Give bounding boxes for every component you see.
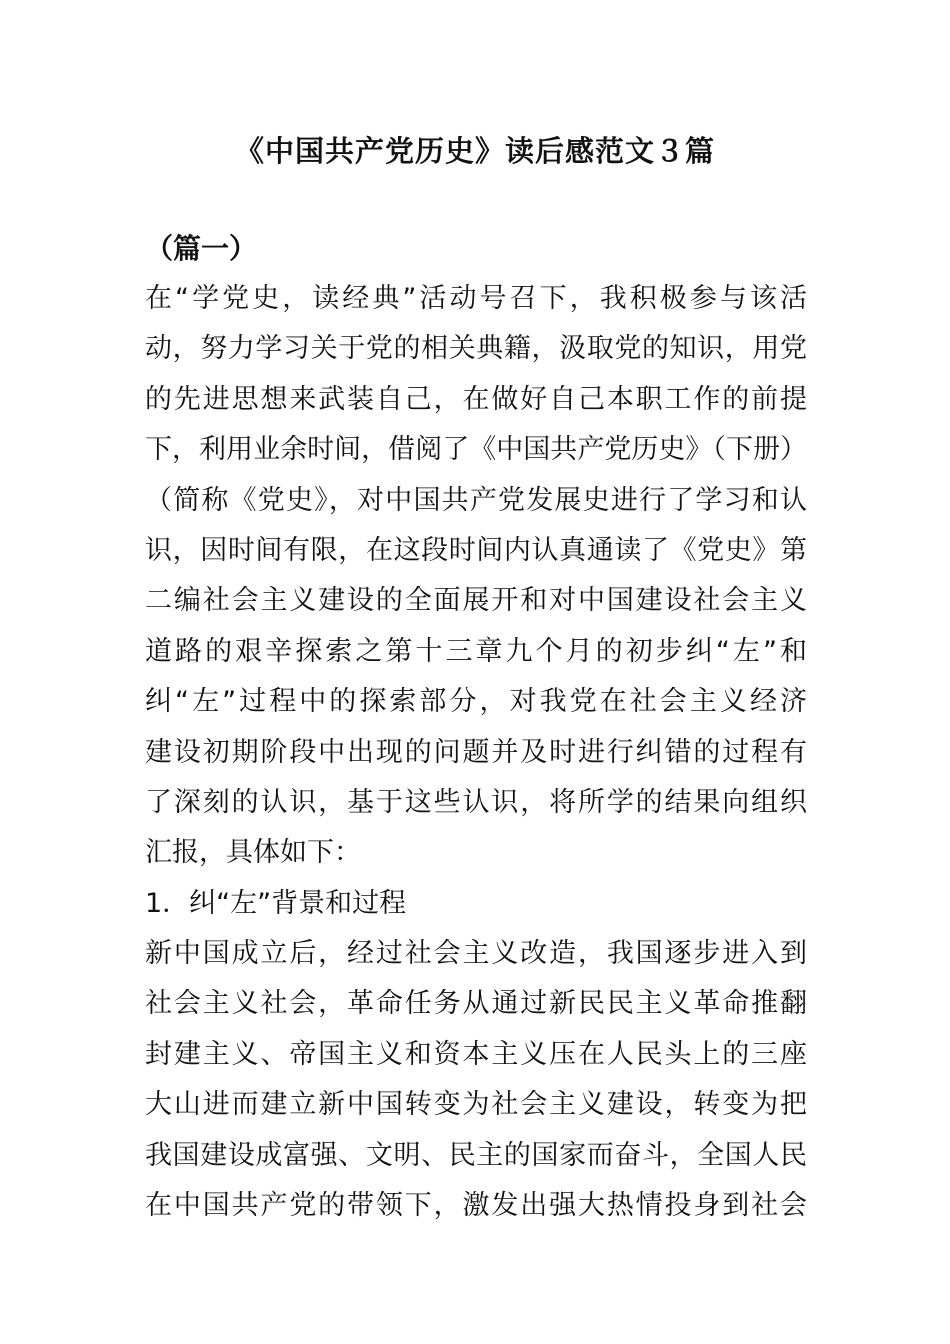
body-text bbox=[145, 274, 807, 1231]
body-line: 建设初期阶段中出现的问题并及时进行纠错的过程有 bbox=[145, 736, 807, 768]
body-line: 我国建设成富强、文明、民主的国家而奋斗，全国人民 bbox=[145, 1139, 807, 1171]
body-line: 动，努力学习关于党的相关典籍，汲取党的知识，用党 bbox=[145, 333, 807, 365]
body-line: 在“学党史，读经典”活动号召下，我积极参与该活 bbox=[145, 283, 807, 314]
body-line: 二编社会主义建设的全面展开和对中国建设社会主义 bbox=[145, 585, 807, 617]
body-line: 道路的艰辛探索之第十三章九个月的初步纠“左”和 bbox=[145, 635, 807, 667]
body-line: （简称《党史》，对中国共产党发展史进行了学习和认 bbox=[145, 484, 807, 516]
body-line: 的先进思想来武装自己，在做好自己本职工作的前提 bbox=[145, 383, 807, 415]
body-line: 新中国成立后，经过社会主义改造，我国逐步进入到 bbox=[145, 938, 807, 970]
body-line: 社会主义社会，革命任务从通过新民民主义革命推翻 bbox=[145, 988, 807, 1020]
document-title: 《中国共产党历史》读后感范文３篇 bbox=[234, 134, 715, 168]
body-line: 大山进而建立新中国转变为社会主义建设，转变为把 bbox=[145, 1089, 807, 1121]
body-line: 了深刻的认识，基于这些认识，将所学的结果向组织 bbox=[145, 786, 807, 818]
body-line: 汇报，具体如下： bbox=[145, 837, 361, 869]
section-heading: （篇一） bbox=[145, 232, 258, 265]
body-line: 下，利用业余时间，借阅了《中国共产党历史》（下册） bbox=[145, 434, 807, 466]
body-line: 封建主义、帝国主义和资本主义压在人民头上的三座 bbox=[145, 1038, 807, 1070]
subsection-heading: 1．纠“左”背景和过程 bbox=[145, 887, 407, 919]
body-line: 在中国共产党的带领下，激发出强大热情投身到社会 bbox=[145, 1190, 807, 1222]
body-line: 识，因时间有限，在这段时间内认真通读了《党史》第 bbox=[145, 534, 807, 566]
body-line: 纠“左”过程中的探索部分，对我党在社会主义经济 bbox=[145, 686, 807, 718]
